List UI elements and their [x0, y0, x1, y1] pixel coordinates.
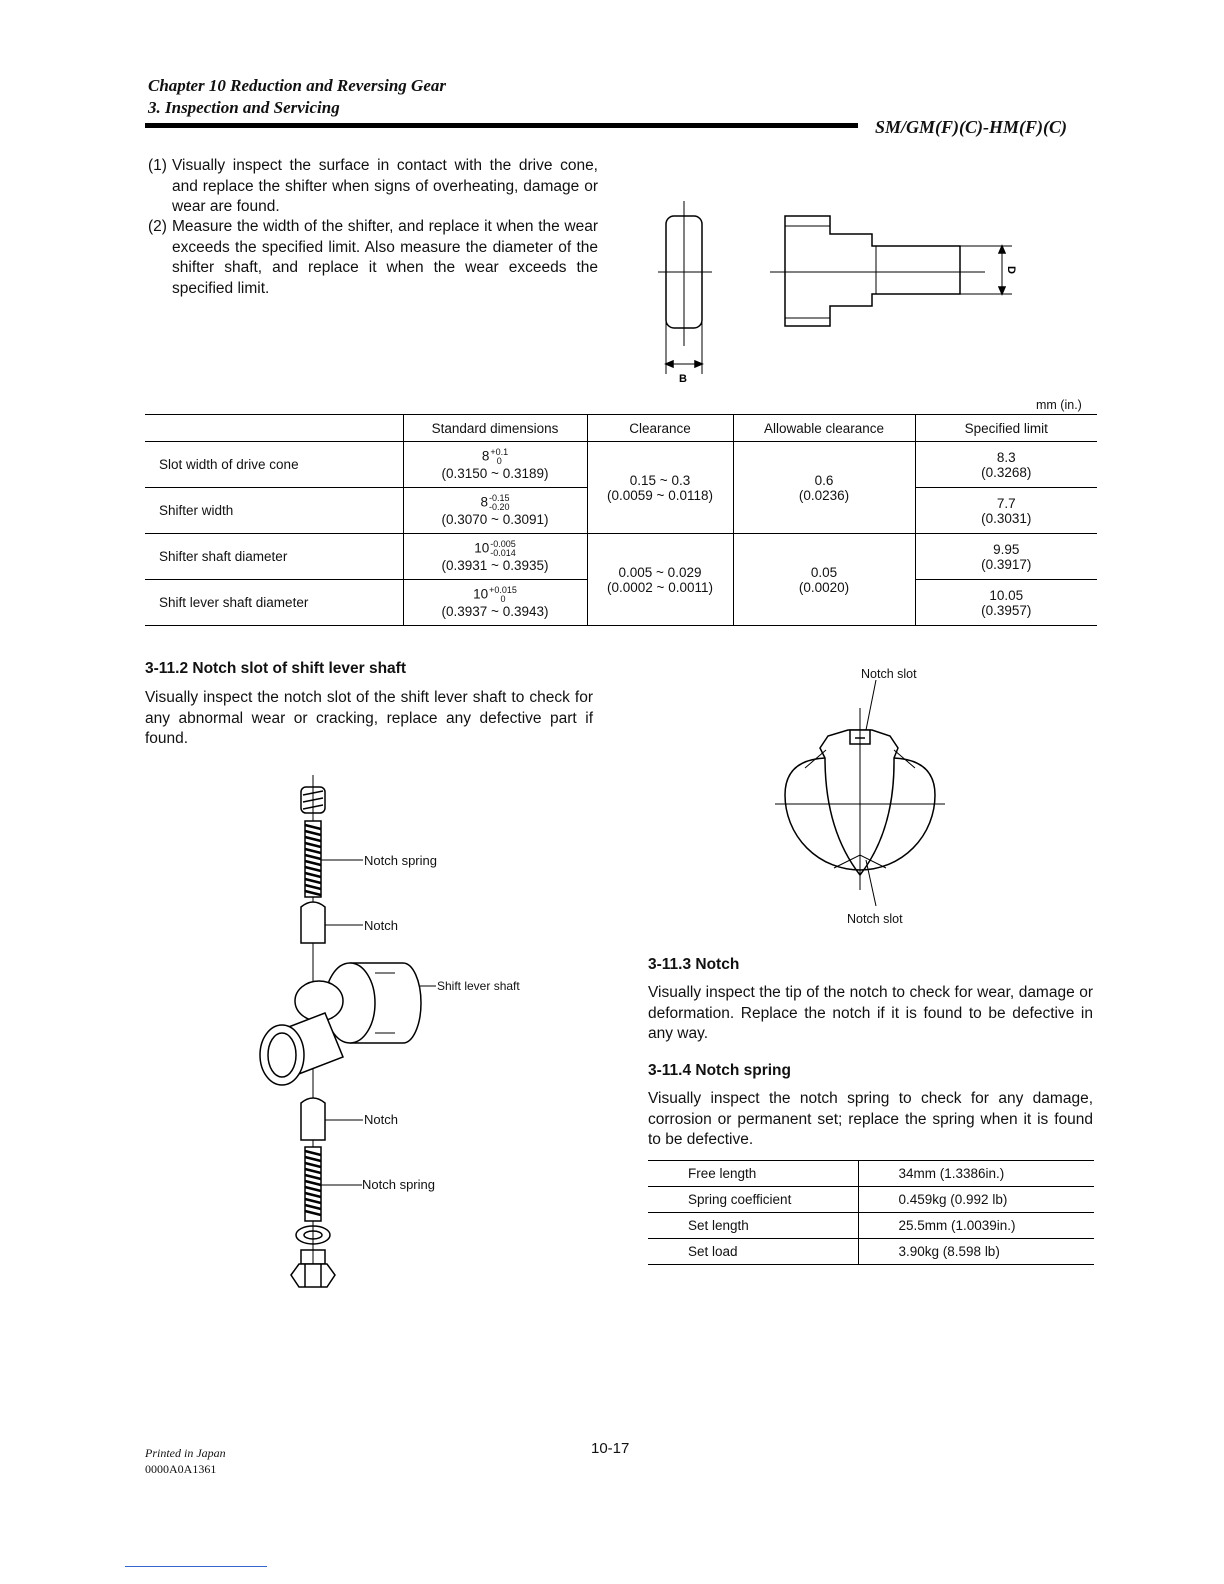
- row-item: Slot width of drive cone: [159, 457, 299, 472]
- clearance-group-a: [587, 442, 733, 534]
- header-allowable: Allowable clearance: [733, 415, 915, 442]
- row-item: Shifter shaft diameter: [159, 549, 288, 564]
- label-notch-spring-bottom: Notch spring: [362, 1177, 435, 1192]
- intro-item-2-number: (2): [148, 218, 167, 235]
- notch-top-icon: [301, 902, 325, 943]
- allowable-inch: (0.0020): [798, 579, 850, 595]
- header-rule: [145, 123, 858, 128]
- row-limit: [915, 488, 1097, 534]
- allowable-group-b: [733, 534, 915, 626]
- clearance-value: 0.005 ~ 0.029: [618, 564, 702, 580]
- spring-spec-table: [648, 1160, 1094, 1265]
- printed-in: Printed in Japan: [145, 1446, 226, 1460]
- notch-slot-diagram: [770, 680, 950, 910]
- nominal: 8: [480, 494, 488, 510]
- tol-lower: -0.014: [490, 548, 516, 558]
- row-item: Shift lever shaft diameter: [159, 595, 309, 610]
- tol-upper: +0.015: [489, 585, 517, 595]
- nominal: 10: [474, 540, 490, 556]
- unit-label: mm (in.): [1036, 398, 1082, 412]
- table-row: [145, 534, 1097, 580]
- limit-value: 7.7: [996, 495, 1016, 511]
- row-limit: [915, 534, 1097, 580]
- clearance-inch: (0.0059 ~ 0.0118): [607, 487, 713, 503]
- spring-item: Set load: [648, 1239, 858, 1265]
- chapter-title: Chapter 10 Reduction and Reversing Gear: [148, 76, 446, 95]
- table-row: [648, 1239, 1094, 1265]
- header-limit: Specified limit: [915, 415, 1097, 442]
- allowable-value: 0.05: [810, 564, 838, 580]
- heading-3-11-4: 3-11.4 Notch spring: [648, 1062, 791, 1079]
- label-notch-bottom: Notch: [364, 1112, 398, 1127]
- label-notch-top: Notch: [364, 918, 398, 933]
- spring-item: Set length: [648, 1213, 858, 1239]
- limit-inch: (0.3957): [981, 602, 1032, 618]
- model-code: SM/GM(F)(C)-HM(F)(C): [875, 117, 1067, 137]
- intro-item-1-number: (1): [148, 157, 167, 174]
- limit-inch: (0.3031): [981, 510, 1032, 526]
- row-standard-inch: (0.3931 ~ 0.3935): [441, 558, 549, 573]
- shifter-front-view: [785, 216, 960, 326]
- spec-header-row: [145, 415, 1097, 442]
- clearance-value: 0.15 ~ 0.3: [629, 472, 691, 488]
- allowable-value: 0.6: [814, 472, 834, 488]
- tol-upper: +0.1: [490, 447, 509, 457]
- label-d: D: [1005, 266, 1017, 274]
- footnote-rule: [125, 1566, 267, 1567]
- row-limit: [915, 442, 1097, 488]
- notch-spring-bottom-icon: [305, 1147, 321, 1221]
- document-code: 0000A0A1361: [145, 1462, 217, 1476]
- tol-upper: -0.005: [490, 539, 516, 549]
- tol-lower: 0: [500, 594, 506, 604]
- table-row: [648, 1187, 1094, 1213]
- spec-table: [145, 414, 1097, 626]
- row-standard: [403, 442, 587, 488]
- spring-value: 0.459kg (0.992 lb): [858, 1187, 1094, 1213]
- tol-upper: -0.15: [489, 493, 510, 503]
- table-row: [145, 442, 1097, 488]
- heading-3-11-2: 3-11.2 Notch slot of shift lever shaft: [145, 660, 406, 677]
- body-3-11-2: Visually inspect the notch slot of the shift lever shaft to check for any abnormal wear or cracking, replace any defective part if found.: [145, 689, 593, 747]
- row-standard: [403, 488, 587, 534]
- table-row: [648, 1213, 1094, 1239]
- row-standard: [403, 534, 587, 580]
- limit-value: 9.95: [993, 541, 1020, 557]
- row-standard-inch: (0.3937 ~ 0.3943): [441, 604, 549, 619]
- label-notch-slot-bottom: Notch slot: [847, 912, 903, 926]
- allowable-inch: (0.0236): [798, 487, 850, 503]
- limit-inch: (0.3917): [981, 556, 1032, 572]
- body-3-11-4: Visually inspect the notch spring to check for any damage, corrosion or permanent set; replace the spring when it is found to be defective.: [648, 1090, 1093, 1148]
- intro-item-2-text: Measure the width of the shifter, and replace it when the wear exceeds the specified limit. Also measure the diameter of the shifter shaft, and replace it when the wear exceeds the specified limit.: [172, 218, 598, 297]
- nominal: 8: [481, 448, 490, 464]
- label-b: B: [679, 373, 687, 385]
- header-standard: Standard dimensions: [403, 415, 587, 442]
- notch-spring-top-icon: [305, 821, 321, 897]
- intro-item-1: [148, 156, 598, 218]
- row-standard-inch: (0.3070 ~ 0.3091): [441, 512, 549, 527]
- clearance-inch: (0.0002 ~ 0.0011): [607, 579, 713, 595]
- limit-inch: (0.3268): [981, 464, 1032, 480]
- row-item: Shifter width: [159, 503, 234, 518]
- row-standard: [403, 580, 587, 626]
- limit-value: 8.3: [996, 449, 1016, 465]
- row-limit: [915, 580, 1097, 626]
- spring-value: 34mm (1.3386in.): [858, 1161, 1094, 1187]
- page-number: 10-17: [591, 1440, 630, 1457]
- label-shift-lever-shaft: Shift lever shaft: [437, 979, 520, 993]
- body-3-11-3: Visually inspect the tip of the notch to check for wear, damage or deformation. Replace the notch if it is found to be defective in any way.: [648, 984, 1093, 1042]
- table-row: [648, 1161, 1094, 1187]
- clearance-group-b: [587, 534, 733, 626]
- shifter-diagram: [640, 196, 1040, 386]
- header-clearance: Clearance: [587, 415, 733, 442]
- notch-bottom-icon: [301, 1098, 325, 1140]
- allowable-group-a: [733, 442, 915, 534]
- spring-value: 3.90kg (8.598 lb): [858, 1239, 1094, 1265]
- limit-value: 10.05: [989, 587, 1024, 603]
- row-standard-inch: (0.3150 ~ 0.3189): [441, 466, 549, 481]
- tol-lower: 0: [496, 456, 502, 466]
- shift-lever-shaft-icon: [260, 963, 421, 1085]
- label-notch-slot-top: Notch slot: [861, 667, 917, 681]
- label-notch-spring-top: Notch spring: [364, 853, 437, 868]
- intro-item-1-text: Visually inspect the surface in contact with the drive cone, and replace the shifter when signs of overheating, damage or wear are found.: [172, 157, 598, 215]
- intro-item-2: [148, 217, 598, 299]
- section-title: 3. Inspection and Servicing: [148, 98, 340, 117]
- spring-item: Spring coefficient: [648, 1187, 858, 1213]
- nominal: 10: [473, 586, 489, 602]
- heading-3-11-3: 3-11.3 Notch: [648, 956, 740, 973]
- spring-item: Free length: [648, 1161, 858, 1187]
- spring-value: 25.5mm (1.0039in.): [858, 1213, 1094, 1239]
- tol-lower: -0.20: [489, 502, 510, 512]
